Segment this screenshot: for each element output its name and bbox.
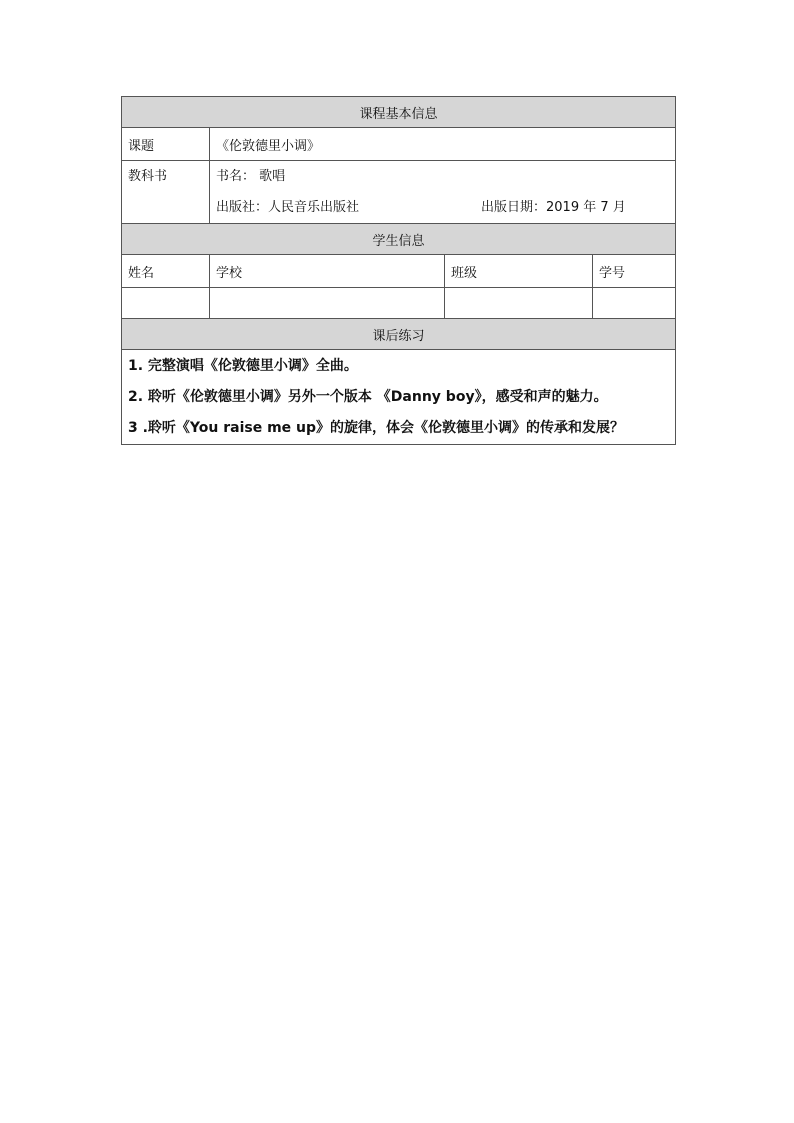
exercise-item: 1. 完整演唱《伦敦德里小调》全曲。 xyxy=(128,358,358,374)
student-header-row xyxy=(122,255,676,288)
value-school xyxy=(210,288,445,319)
exercise-row xyxy=(122,350,676,445)
exercise-list xyxy=(122,350,676,445)
header-student-id: 学号 xyxy=(593,255,676,288)
value-name xyxy=(122,288,210,319)
topic-label: 课题 xyxy=(122,128,210,161)
exercise-item: 2. 聆听《伦敦德里小调》另外一个版本 《Danny boy》，感受和声的魅力。 xyxy=(128,389,608,405)
header-school: 学校 xyxy=(210,255,445,288)
header-name: 姓名 xyxy=(122,255,210,288)
topic-value: 《伦敦德里小调》 xyxy=(210,128,676,161)
textbook-row xyxy=(122,161,676,224)
exercise-section-header-row xyxy=(122,319,676,350)
student-section-header-row xyxy=(122,224,676,255)
student-section-title: 学生信息 xyxy=(122,224,676,255)
exercise-item: 3 .聆听《You raise me up》的旋律，体会《伦敦德里小调》的传承和发展？ xyxy=(128,420,625,436)
publisher-line xyxy=(216,192,669,223)
textbook-label: 教科书 xyxy=(122,161,210,224)
value-class xyxy=(445,288,593,319)
topic-row xyxy=(122,128,676,161)
course-section-title: 课程基本信息 xyxy=(122,97,676,128)
course-section-header-row xyxy=(122,97,676,128)
book-name: 书名： 歌唱 xyxy=(216,169,286,184)
exercise-section-title: 课后练习 xyxy=(122,319,676,350)
course-info-table xyxy=(121,96,676,445)
textbook-details xyxy=(210,161,676,224)
header-class: 班级 xyxy=(445,255,593,288)
publisher: 出版社：人民音乐出版社 xyxy=(216,200,360,215)
student-value-row xyxy=(122,288,676,319)
publish-date: 出版日期：2019 年 7 月 xyxy=(481,200,626,215)
value-student-id xyxy=(593,288,676,319)
